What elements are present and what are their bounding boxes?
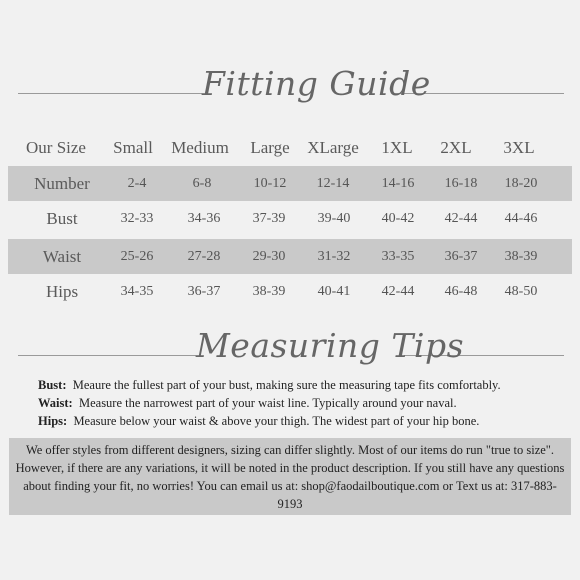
header-our-size: Our Size xyxy=(26,138,86,157)
table-cell: 39-40 xyxy=(317,211,351,226)
title-divider-left xyxy=(18,93,202,94)
fitting-guide-title: Fitting Guide xyxy=(202,64,431,103)
table-cell: 32-33 xyxy=(120,211,154,226)
header-xlarge: XLarge xyxy=(307,138,359,157)
tip-waist xyxy=(38,394,558,412)
tip-text: Measure the narrowest part of your waist line. Typically around your naval. xyxy=(78,396,457,410)
table-cell: 37-39 xyxy=(252,211,286,226)
table-cell: 42-44 xyxy=(444,211,478,226)
header-2xl: 2XL xyxy=(440,138,472,157)
header-large: Large xyxy=(250,138,290,157)
table-cell: 10-12 xyxy=(253,176,287,191)
table-cell: 44-46 xyxy=(504,211,538,226)
header-1xl: 1XL xyxy=(381,138,413,157)
tip-bust xyxy=(38,376,558,394)
table-cell: 6-8 xyxy=(192,176,212,191)
measuring-tips-list xyxy=(38,376,558,430)
table-cell: 36-37 xyxy=(444,249,478,264)
table-cell: 14-16 xyxy=(381,176,415,191)
tip-text: Measure below your waist & above your thigh. The widest part of your hip bone. xyxy=(73,414,480,428)
tip-term: Hips: xyxy=(38,414,68,428)
table-cell: 12-14 xyxy=(316,176,350,191)
table-row-number xyxy=(8,166,572,201)
table-cell: 18-20 xyxy=(504,176,538,191)
tip-term: Waist: xyxy=(38,396,73,410)
sizing-note: We offer styles from different designers, sizing can differ slightly. Most of our items do run "true to size". However, if there are any variations, it will be noted in the product description. If you still have any questions about finding your fit, no worries! You can email us at: shop@faodailboutique.com or Text us at: 317-883-9193 xyxy=(9,438,571,515)
table-cell: 36-37 xyxy=(187,284,221,299)
row-label: Waist xyxy=(42,247,82,266)
table-row-waist xyxy=(8,239,572,274)
table-cell: 31-32 xyxy=(317,249,351,264)
tip-text: Meaure the fullest part of your bust, making sure the measuring tape fits comfortably. xyxy=(72,378,501,392)
table-cell: 46-48 xyxy=(444,284,478,299)
table-cell: 29-30 xyxy=(252,249,286,264)
tips-divider-left xyxy=(18,355,196,356)
table-cell: 48-50 xyxy=(504,284,538,299)
header-3xl: 3XL xyxy=(503,138,535,157)
table-cell: 33-35 xyxy=(381,249,415,264)
row-label: Hips xyxy=(45,282,79,301)
table-row-bust xyxy=(8,201,572,236)
table-row-hips xyxy=(8,274,572,309)
table-cell: 38-39 xyxy=(252,284,286,299)
table-cell: 34-36 xyxy=(187,211,221,226)
table-cell: 25-26 xyxy=(120,249,154,264)
table-header-row xyxy=(8,130,572,166)
table-cell: 34-35 xyxy=(120,284,154,299)
table-cell: 40-41 xyxy=(317,284,351,299)
size-table xyxy=(8,130,572,309)
row-label: Number xyxy=(34,174,90,193)
table-cell: 16-18 xyxy=(444,176,478,191)
tip-term: Bust: xyxy=(38,378,67,392)
table-cell: 38-39 xyxy=(504,249,538,264)
table-cell: 42-44 xyxy=(381,284,415,299)
table-cell: 40-42 xyxy=(381,211,415,226)
measuring-tips-title: Measuring Tips xyxy=(196,326,465,365)
header-small: Small xyxy=(113,138,153,157)
header-medium: Medium xyxy=(171,138,229,157)
table-cell: 27-28 xyxy=(187,249,221,264)
tip-hips xyxy=(38,412,558,430)
table-cell: 2-4 xyxy=(127,176,147,191)
row-label: Bust xyxy=(46,209,78,228)
